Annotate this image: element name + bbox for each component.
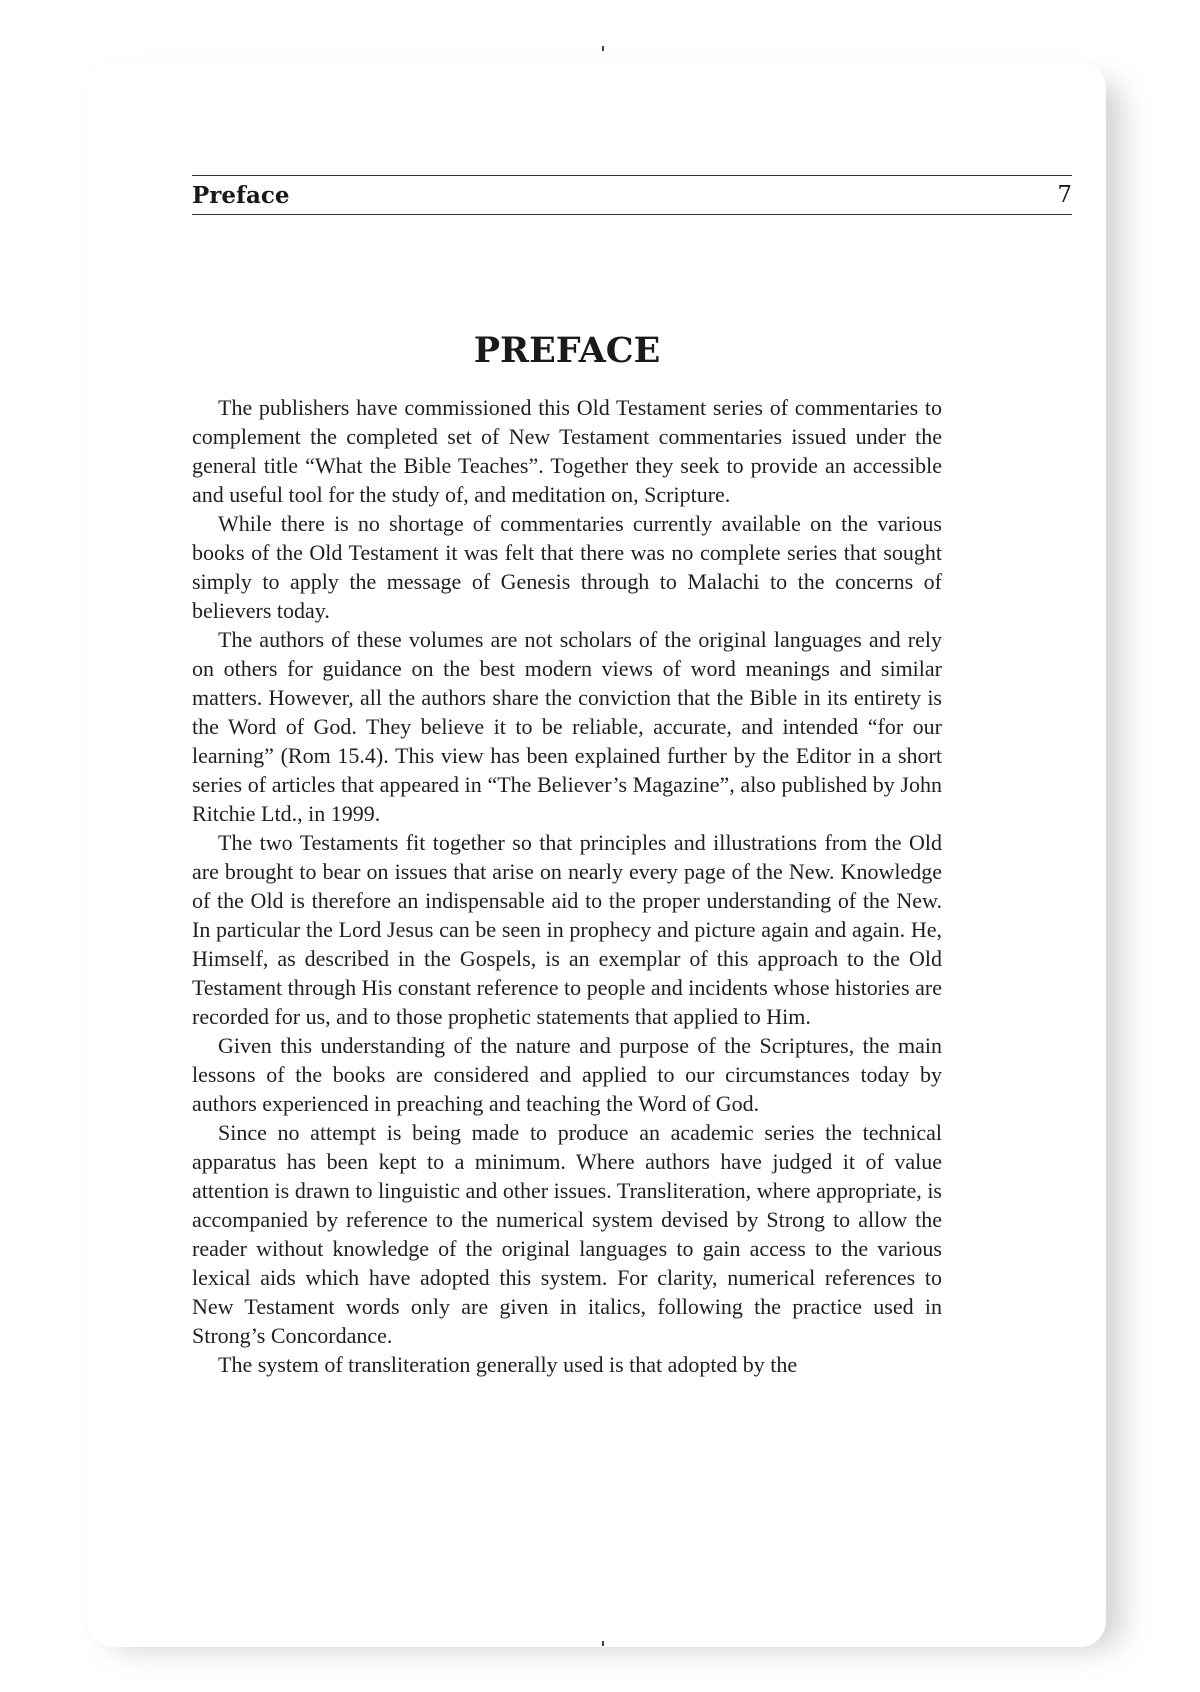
chapter-title: PREFACE	[473, 330, 661, 371]
paragraph-continued: The system of transliteration generally used is that adopted by the	[218, 1352, 798, 1377]
page-body	[192, 330, 942, 1379]
running-head	[192, 175, 1072, 215]
paragraph: The authors of these volumes are not scholars of the original languages and rely on others for guidance on the best modern views of word meanings and similar matters. However, all the authors share the conviction that the Bible in its entirety is the Word of God. They believe it to be reliable, accurate, and intended “for our learning” (Rom 15.4). This view has been explained further by the Editor in a short series of articles that appeared in “The Believer’s Magazine”, also published by John Ritchie Ltd., in 1999.	[192, 627, 942, 826]
crop-mark-top	[602, 46, 604, 51]
page-number: 7	[1057, 182, 1072, 208]
paragraph: The publishers have commissioned this Old Testament series of commentaries to complement the completed set of New Testament commentaries issued under the general title “What the Bible Teaches”. Together they seek to provide an accessible and useful tool for the study of, and meditation on, Scripture.	[192, 395, 942, 507]
paragraph: Since no attempt is being made to produce an academic series the technical apparatus has been kept to a minimum. Where authors have judged it of value attention is drawn to linguistic and other issues. Transliteration, where appropriate, is accompanied by reference to the numerical system devised by Strong to allow the reader without knowledge of the original languages to gain access to the various lexical aids which have adopted this system. For clarity, numerical references to New Testament words only are given in italics, following the practice used in Strong’s Concordance.	[192, 1120, 942, 1348]
paragraph: Given this understanding of the nature and purpose of the Scriptures, the main lessons of the books are considered and applied to our circumstances today by authors experienced in preaching and teaching the Word of God.	[192, 1033, 942, 1116]
paragraph: The two Testaments fit together so that principles and illustrations from the Old are brought to bear on issues that arise on nearly every page of the New. Knowledge of the Old is therefore an indispensable aid to the proper understanding of the New. In particular the Lord Jesus can be seen in prophecy and picture again and again. He, Himself, as described in the Gospels, is an exemplar of this approach to the Old Testament through His constant reference to people and incidents whose histories are recorded for us, and to those prophetic statements that applied to Him.	[192, 830, 942, 1029]
crop-mark-bottom	[602, 1641, 604, 1646]
running-head-title: Preface	[192, 182, 290, 209]
paragraph: While there is no shortage of commentaries currently available on the various books of the Old Testament it was felt that there was no complete series that sought simply to apply the message of Genesis through to Malachi to the concerns of believers today.	[192, 511, 942, 623]
